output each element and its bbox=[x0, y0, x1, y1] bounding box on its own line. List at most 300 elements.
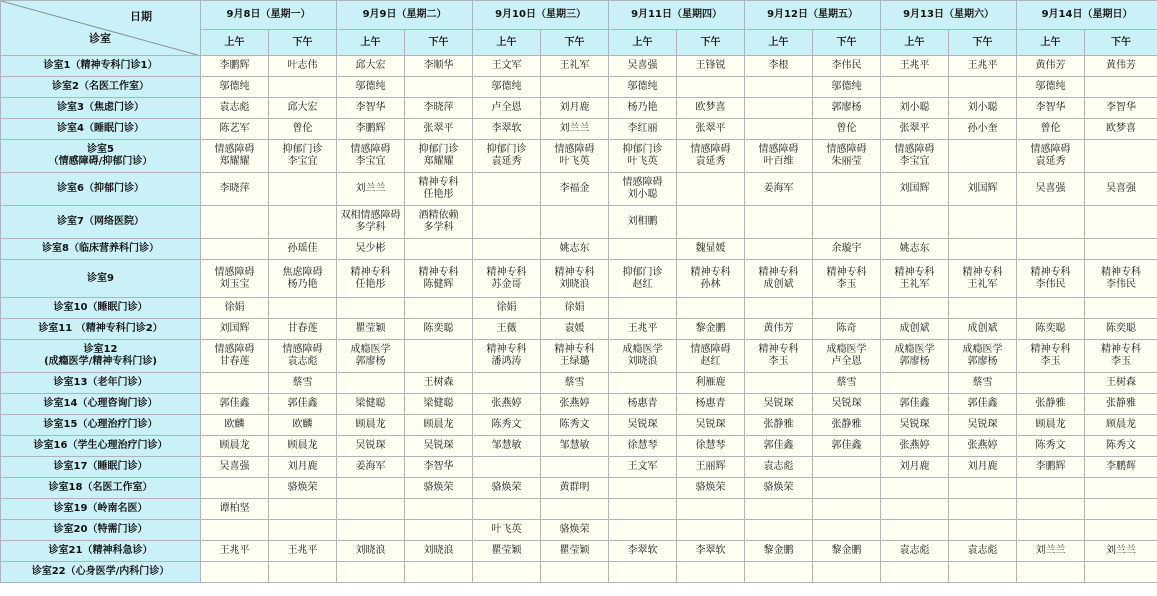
schedule-cell[interactable]: 精神专科 苏金哥 bbox=[473, 260, 541, 298]
schedule-cell[interactable]: 刘兰兰 bbox=[1017, 541, 1085, 562]
schedule-cell[interactable] bbox=[405, 562, 473, 583]
schedule-cell[interactable]: 姚志东 bbox=[881, 239, 949, 260]
schedule-cell[interactable]: 刘月鹿 bbox=[949, 457, 1017, 478]
schedule-cell[interactable] bbox=[881, 298, 949, 319]
schedule-cell[interactable] bbox=[201, 206, 269, 239]
schedule-cell[interactable]: 邬德纯 bbox=[201, 77, 269, 98]
schedule-cell[interactable]: 精神专科 潘鸿涛 bbox=[473, 340, 541, 373]
schedule-cell[interactable]: 吴锐琛 bbox=[949, 415, 1017, 436]
schedule-cell[interactable]: 黄伟芳 bbox=[1085, 56, 1157, 77]
schedule-cell[interactable] bbox=[677, 206, 745, 239]
schedule-cell[interactable] bbox=[337, 562, 405, 583]
schedule-cell[interactable] bbox=[269, 173, 337, 206]
schedule-cell[interactable] bbox=[473, 206, 541, 239]
schedule-cell[interactable] bbox=[405, 520, 473, 541]
schedule-cell[interactable]: 骆焕荣 bbox=[405, 478, 473, 499]
schedule-cell[interactable] bbox=[541, 206, 609, 239]
schedule-cell[interactable]: 成瘾医学 郭廖杨 bbox=[949, 340, 1017, 373]
schedule-cell[interactable]: 抑郁门诊 袁延秀 bbox=[473, 140, 541, 173]
schedule-cell[interactable]: 王兆平 bbox=[609, 319, 677, 340]
schedule-cell[interactable]: 郭佳鑫 bbox=[269, 394, 337, 415]
schedule-cell[interactable] bbox=[1017, 373, 1085, 394]
schedule-cell[interactable]: 徐娟 bbox=[473, 298, 541, 319]
schedule-cell[interactable]: 王文军 bbox=[609, 457, 677, 478]
schedule-cell[interactable]: 蔡雪 bbox=[541, 373, 609, 394]
schedule-cell[interactable]: 张翠平 bbox=[677, 119, 745, 140]
schedule-cell[interactable]: 李伟民 bbox=[813, 56, 881, 77]
schedule-cell[interactable]: 李翠软 bbox=[677, 541, 745, 562]
schedule-cell[interactable] bbox=[473, 173, 541, 206]
schedule-cell[interactable] bbox=[473, 499, 541, 520]
schedule-cell[interactable] bbox=[1017, 520, 1085, 541]
schedule-cell[interactable]: 成创斌 bbox=[881, 319, 949, 340]
schedule-cell[interactable] bbox=[541, 457, 609, 478]
schedule-cell[interactable] bbox=[949, 562, 1017, 583]
schedule-cell[interactable]: 刘国辉 bbox=[949, 173, 1017, 206]
schedule-cell[interactable] bbox=[745, 298, 813, 319]
schedule-cell[interactable] bbox=[269, 206, 337, 239]
schedule-cell[interactable] bbox=[1085, 206, 1157, 239]
schedule-cell[interactable]: 陈艺军 bbox=[201, 119, 269, 140]
schedule-cell[interactable]: 顾晨龙 bbox=[201, 436, 269, 457]
schedule-cell[interactable]: 欧梦喜 bbox=[677, 98, 745, 119]
schedule-cell[interactable]: 精神专科 李玉 bbox=[813, 260, 881, 298]
schedule-cell[interactable] bbox=[813, 520, 881, 541]
schedule-cell[interactable]: 刘相鹏 bbox=[609, 206, 677, 239]
schedule-cell[interactable] bbox=[1017, 478, 1085, 499]
schedule-cell[interactable]: 邬德纯 bbox=[813, 77, 881, 98]
schedule-cell[interactable]: 情感障碍 刘小聪 bbox=[609, 173, 677, 206]
schedule-cell[interactable] bbox=[405, 239, 473, 260]
schedule-cell[interactable]: 情感障碍 叶飞英 bbox=[541, 140, 609, 173]
schedule-cell[interactable] bbox=[609, 478, 677, 499]
schedule-cell[interactable] bbox=[1085, 298, 1157, 319]
schedule-cell[interactable]: 郭佳鑫 bbox=[881, 394, 949, 415]
schedule-cell[interactable]: 精神专科 李伟民 bbox=[1085, 260, 1157, 298]
schedule-cell[interactable] bbox=[949, 206, 1017, 239]
schedule-cell[interactable]: 王锋锐 bbox=[677, 56, 745, 77]
schedule-cell[interactable] bbox=[1085, 478, 1157, 499]
schedule-cell[interactable]: 顾晨龙 bbox=[337, 415, 405, 436]
schedule-cell[interactable]: 李翠软 bbox=[473, 119, 541, 140]
schedule-cell[interactable]: 情感障碍 朱丽莹 bbox=[813, 140, 881, 173]
schedule-cell[interactable] bbox=[677, 173, 745, 206]
schedule-cell[interactable] bbox=[677, 520, 745, 541]
schedule-cell[interactable]: 王兆平 bbox=[269, 541, 337, 562]
schedule-cell[interactable]: 杨惠青 bbox=[677, 394, 745, 415]
schedule-cell[interactable]: 王树森 bbox=[405, 373, 473, 394]
schedule-cell[interactable]: 顾晨龙 bbox=[405, 415, 473, 436]
schedule-cell[interactable]: 情感障碍 刘玉宝 bbox=[201, 260, 269, 298]
schedule-cell[interactable]: 郭佳鑫 bbox=[813, 436, 881, 457]
schedule-cell[interactable]: 吴锐琛 bbox=[677, 415, 745, 436]
schedule-cell[interactable]: 成瘾医学 刘晓浪 bbox=[609, 340, 677, 373]
schedule-cell[interactable]: 余璇宇 bbox=[813, 239, 881, 260]
schedule-cell[interactable]: 李智华 bbox=[405, 457, 473, 478]
schedule-cell[interactable]: 陈秀文 bbox=[473, 415, 541, 436]
schedule-cell[interactable]: 吴锐琛 bbox=[405, 436, 473, 457]
schedule-cell[interactable]: 刘小聪 bbox=[881, 98, 949, 119]
schedule-cell[interactable]: 张静雅 bbox=[745, 415, 813, 436]
schedule-cell[interactable]: 刘晓浪 bbox=[337, 541, 405, 562]
schedule-cell[interactable] bbox=[813, 478, 881, 499]
schedule-cell[interactable]: 张燕婷 bbox=[881, 436, 949, 457]
schedule-cell[interactable]: 姜海军 bbox=[337, 457, 405, 478]
schedule-cell[interactable] bbox=[949, 499, 1017, 520]
schedule-cell[interactable]: 成瘾医学 郭廖杨 bbox=[881, 340, 949, 373]
schedule-cell[interactable] bbox=[949, 140, 1017, 173]
schedule-cell[interactable] bbox=[745, 77, 813, 98]
schedule-cell[interactable] bbox=[1085, 140, 1157, 173]
schedule-cell[interactable]: 成瘾医学 郭廖杨 bbox=[337, 340, 405, 373]
schedule-cell[interactable]: 王礼军 bbox=[541, 56, 609, 77]
schedule-cell[interactable]: 抑郁门诊 李宝宜 bbox=[269, 140, 337, 173]
schedule-cell[interactable] bbox=[677, 562, 745, 583]
schedule-cell[interactable] bbox=[473, 562, 541, 583]
schedule-cell[interactable] bbox=[1017, 298, 1085, 319]
schedule-cell[interactable]: 骆焕荣 bbox=[269, 478, 337, 499]
schedule-cell[interactable]: 李智华 bbox=[337, 98, 405, 119]
schedule-cell[interactable]: 孙瑶佳 bbox=[269, 239, 337, 260]
schedule-cell[interactable] bbox=[745, 239, 813, 260]
schedule-cell[interactable] bbox=[609, 373, 677, 394]
schedule-cell[interactable]: 精神专科 李伟民 bbox=[1017, 260, 1085, 298]
schedule-cell[interactable]: 王兆平 bbox=[201, 541, 269, 562]
schedule-cell[interactable] bbox=[337, 499, 405, 520]
schedule-cell[interactable] bbox=[201, 373, 269, 394]
schedule-cell[interactable]: 精神专科 陈健辉 bbox=[405, 260, 473, 298]
schedule-cell[interactable] bbox=[269, 520, 337, 541]
schedule-cell[interactable]: 孙小奎 bbox=[949, 119, 1017, 140]
schedule-cell[interactable]: 甘春莲 bbox=[269, 319, 337, 340]
schedule-cell[interactable]: 张翠平 bbox=[405, 119, 473, 140]
schedule-cell[interactable]: 郭佳鑫 bbox=[745, 436, 813, 457]
schedule-cell[interactable]: 黎金鹏 bbox=[745, 541, 813, 562]
schedule-cell[interactable]: 袁志彪 bbox=[745, 457, 813, 478]
schedule-cell[interactable]: 顾晨龙 bbox=[1017, 415, 1085, 436]
schedule-cell[interactable]: 徐娟 bbox=[541, 298, 609, 319]
schedule-cell[interactable]: 郭佳鑫 bbox=[949, 394, 1017, 415]
schedule-cell[interactable]: 黎金鹏 bbox=[813, 541, 881, 562]
schedule-cell[interactable]: 陈奕聪 bbox=[405, 319, 473, 340]
schedule-cell[interactable]: 王薇 bbox=[473, 319, 541, 340]
schedule-cell[interactable]: 杨乃艳 bbox=[609, 98, 677, 119]
schedule-cell[interactable]: 精神专科 孙林 bbox=[677, 260, 745, 298]
schedule-cell[interactable] bbox=[1085, 520, 1157, 541]
schedule-cell[interactable]: 杨惠青 bbox=[609, 394, 677, 415]
schedule-cell[interactable] bbox=[1017, 562, 1085, 583]
schedule-cell[interactable] bbox=[949, 520, 1017, 541]
schedule-cell[interactable]: 精神专科 李玉 bbox=[745, 340, 813, 373]
schedule-cell[interactable]: 情感障碍 甘春莲 bbox=[201, 340, 269, 373]
schedule-cell[interactable] bbox=[1085, 499, 1157, 520]
schedule-cell[interactable]: 徐慧琴 bbox=[677, 436, 745, 457]
schedule-cell[interactable] bbox=[541, 499, 609, 520]
schedule-cell[interactable]: 王丽辉 bbox=[677, 457, 745, 478]
schedule-cell[interactable]: 欧麟 bbox=[201, 415, 269, 436]
schedule-cell[interactable] bbox=[269, 298, 337, 319]
schedule-cell[interactable]: 李鹏辉 bbox=[1085, 457, 1157, 478]
schedule-cell[interactable]: 瞿莹颖 bbox=[541, 541, 609, 562]
schedule-cell[interactable]: 袁志彪 bbox=[201, 98, 269, 119]
schedule-cell[interactable]: 情感障碍 叶百维 bbox=[745, 140, 813, 173]
schedule-cell[interactable]: 邬德纯 bbox=[473, 77, 541, 98]
schedule-cell[interactable] bbox=[813, 499, 881, 520]
schedule-cell[interactable] bbox=[201, 520, 269, 541]
schedule-cell[interactable]: 陈秀文 bbox=[1085, 436, 1157, 457]
schedule-cell[interactable] bbox=[269, 562, 337, 583]
schedule-cell[interactable]: 蔡雪 bbox=[813, 373, 881, 394]
schedule-cell[interactable]: 精神专科 成创斌 bbox=[745, 260, 813, 298]
schedule-cell[interactable]: 吴喜强 bbox=[609, 56, 677, 77]
schedule-cell[interactable]: 精神专科 王绿璐 bbox=[541, 340, 609, 373]
schedule-cell[interactable]: 骆焕荣 bbox=[473, 478, 541, 499]
schedule-cell[interactable]: 张静雅 bbox=[813, 415, 881, 436]
schedule-cell[interactable]: 郭佳鑫 bbox=[201, 394, 269, 415]
schedule-cell[interactable]: 梁健聪 bbox=[405, 394, 473, 415]
schedule-cell[interactable]: 情感障碍 袁延秀 bbox=[1017, 140, 1085, 173]
schedule-cell[interactable] bbox=[541, 562, 609, 583]
schedule-cell[interactable]: 曾伦 bbox=[813, 119, 881, 140]
schedule-cell[interactable]: 邱大宏 bbox=[269, 98, 337, 119]
schedule-cell[interactable]: 瞿莹颖 bbox=[473, 541, 541, 562]
schedule-cell[interactable]: 刘晓浪 bbox=[405, 541, 473, 562]
schedule-cell[interactable]: 刘国辉 bbox=[881, 173, 949, 206]
schedule-cell[interactable]: 黄伟芳 bbox=[745, 319, 813, 340]
schedule-cell[interactable]: 邬德纯 bbox=[609, 77, 677, 98]
schedule-cell[interactable]: 蔡雪 bbox=[949, 373, 1017, 394]
schedule-cell[interactable]: 姚志东 bbox=[541, 239, 609, 260]
schedule-cell[interactable]: 刘月鹿 bbox=[541, 98, 609, 119]
schedule-cell[interactable] bbox=[745, 98, 813, 119]
schedule-cell[interactable]: 李顺华 bbox=[405, 56, 473, 77]
schedule-cell[interactable]: 袁媛 bbox=[541, 319, 609, 340]
schedule-cell[interactable]: 顾晨龙 bbox=[269, 436, 337, 457]
schedule-cell[interactable]: 邹慧敏 bbox=[541, 436, 609, 457]
schedule-cell[interactable]: 刘小聪 bbox=[949, 98, 1017, 119]
schedule-cell[interactable]: 李智华 bbox=[1017, 98, 1085, 119]
schedule-cell[interactable]: 刘国辉 bbox=[201, 319, 269, 340]
schedule-cell[interactable] bbox=[813, 206, 881, 239]
schedule-cell[interactable]: 徐娟 bbox=[201, 298, 269, 319]
schedule-cell[interactable] bbox=[269, 499, 337, 520]
schedule-cell[interactable]: 情感障碍 李宝宜 bbox=[881, 140, 949, 173]
schedule-cell[interactable] bbox=[1017, 499, 1085, 520]
schedule-cell[interactable]: 精神专科 李玉 bbox=[1085, 340, 1157, 373]
schedule-cell[interactable]: 精神专科 刘晓浪 bbox=[541, 260, 609, 298]
schedule-cell[interactable] bbox=[405, 298, 473, 319]
schedule-cell[interactable] bbox=[949, 298, 1017, 319]
schedule-cell[interactable]: 情感障碍 袁志彪 bbox=[269, 340, 337, 373]
schedule-cell[interactable]: 李晓萍 bbox=[201, 173, 269, 206]
schedule-cell[interactable]: 郭廖杨 bbox=[813, 98, 881, 119]
schedule-cell[interactable] bbox=[201, 478, 269, 499]
schedule-cell[interactable]: 王兆平 bbox=[949, 56, 1017, 77]
schedule-cell[interactable]: 吴喜强 bbox=[1085, 173, 1157, 206]
schedule-cell[interactable]: 张燕婷 bbox=[949, 436, 1017, 457]
schedule-cell[interactable]: 精神专科 王礼军 bbox=[949, 260, 1017, 298]
schedule-cell[interactable] bbox=[609, 520, 677, 541]
schedule-cell[interactable]: 情感障碍 李宝宜 bbox=[337, 140, 405, 173]
schedule-cell[interactable]: 陈奕聪 bbox=[1085, 319, 1157, 340]
schedule-cell[interactable]: 顾晨龙 bbox=[1085, 415, 1157, 436]
schedule-cell[interactable] bbox=[609, 499, 677, 520]
schedule-cell[interactable] bbox=[949, 77, 1017, 98]
schedule-cell[interactable]: 吴锐琛 bbox=[609, 415, 677, 436]
schedule-cell[interactable]: 王兆平 bbox=[881, 56, 949, 77]
schedule-cell[interactable]: 刘月鹿 bbox=[881, 457, 949, 478]
schedule-cell[interactable]: 邬德纯 bbox=[1017, 77, 1085, 98]
schedule-cell[interactable] bbox=[1085, 77, 1157, 98]
schedule-cell[interactable]: 张燕婷 bbox=[541, 394, 609, 415]
schedule-cell[interactable] bbox=[1017, 206, 1085, 239]
schedule-cell[interactable]: 袁志彪 bbox=[949, 541, 1017, 562]
schedule-cell[interactable] bbox=[337, 478, 405, 499]
schedule-cell[interactable]: 陈秀文 bbox=[1017, 436, 1085, 457]
schedule-cell[interactable]: 曾伦 bbox=[1017, 119, 1085, 140]
schedule-cell[interactable]: 李红丽 bbox=[609, 119, 677, 140]
schedule-cell[interactable]: 张翠平 bbox=[881, 119, 949, 140]
schedule-cell[interactable]: 利雁鹿 bbox=[677, 373, 745, 394]
schedule-cell[interactable]: 李福金 bbox=[541, 173, 609, 206]
schedule-cell[interactable] bbox=[745, 499, 813, 520]
schedule-cell[interactable] bbox=[813, 562, 881, 583]
schedule-cell[interactable]: 精神专科 李玉 bbox=[1017, 340, 1085, 373]
schedule-cell[interactable]: 邱大宏 bbox=[337, 56, 405, 77]
schedule-cell[interactable] bbox=[813, 173, 881, 206]
schedule-cell[interactable]: 谭柏坚 bbox=[201, 499, 269, 520]
schedule-cell[interactable]: 情感障碍 郑耀耀 bbox=[201, 140, 269, 173]
schedule-cell[interactable]: 刘月鹿 bbox=[269, 457, 337, 478]
schedule-cell[interactable] bbox=[881, 478, 949, 499]
schedule-cell[interactable] bbox=[269, 77, 337, 98]
schedule-cell[interactable] bbox=[405, 77, 473, 98]
schedule-cell[interactable]: 吴喜强 bbox=[1017, 173, 1085, 206]
schedule-cell[interactable]: 魏显媛 bbox=[677, 239, 745, 260]
schedule-cell[interactable]: 徐慧琴 bbox=[609, 436, 677, 457]
schedule-cell[interactable]: 刘兰兰 bbox=[337, 173, 405, 206]
schedule-cell[interactable]: 李翠软 bbox=[609, 541, 677, 562]
schedule-cell[interactable]: 叶飞英 bbox=[473, 520, 541, 541]
schedule-cell[interactable] bbox=[881, 562, 949, 583]
schedule-cell[interactable] bbox=[337, 520, 405, 541]
schedule-cell[interactable]: 吴少彬 bbox=[337, 239, 405, 260]
schedule-cell[interactable]: 李鹏辉 bbox=[1017, 457, 1085, 478]
schedule-cell[interactable]: 酒精依赖 多学科 bbox=[405, 206, 473, 239]
schedule-cell[interactable] bbox=[745, 520, 813, 541]
schedule-cell[interactable] bbox=[745, 562, 813, 583]
schedule-cell[interactable]: 卢全恩 bbox=[473, 98, 541, 119]
schedule-cell[interactable]: 李根 bbox=[745, 56, 813, 77]
schedule-cell[interactable]: 张燕婷 bbox=[473, 394, 541, 415]
schedule-cell[interactable] bbox=[541, 77, 609, 98]
schedule-cell[interactable] bbox=[677, 298, 745, 319]
schedule-cell[interactable] bbox=[405, 340, 473, 373]
schedule-cell[interactable] bbox=[881, 206, 949, 239]
schedule-cell[interactable] bbox=[201, 562, 269, 583]
schedule-cell[interactable]: 精神专科 王礼军 bbox=[881, 260, 949, 298]
schedule-cell[interactable]: 双相情感障碍 多学科 bbox=[337, 206, 405, 239]
schedule-cell[interactable]: 成创斌 bbox=[949, 319, 1017, 340]
schedule-cell[interactable] bbox=[609, 562, 677, 583]
schedule-cell[interactable]: 吴锐琛 bbox=[337, 436, 405, 457]
schedule-cell[interactable]: 黎金鹏 bbox=[677, 319, 745, 340]
schedule-cell[interactable]: 情感障碍 赵红 bbox=[677, 340, 745, 373]
schedule-cell[interactable]: 李智华 bbox=[1085, 98, 1157, 119]
schedule-cell[interactable]: 陈奇 bbox=[813, 319, 881, 340]
schedule-cell[interactable] bbox=[337, 373, 405, 394]
schedule-cell[interactable]: 欧麟 bbox=[269, 415, 337, 436]
schedule-cell[interactable]: 陈秀文 bbox=[541, 415, 609, 436]
schedule-cell[interactable] bbox=[745, 206, 813, 239]
schedule-cell[interactable]: 曾伦 bbox=[269, 119, 337, 140]
schedule-cell[interactable] bbox=[881, 520, 949, 541]
schedule-cell[interactable] bbox=[881, 499, 949, 520]
schedule-cell[interactable]: 姜海军 bbox=[745, 173, 813, 206]
schedule-cell[interactable] bbox=[949, 239, 1017, 260]
schedule-cell[interactable]: 抑郁门诊 叶飞英 bbox=[609, 140, 677, 173]
schedule-cell[interactable]: 骆焕荣 bbox=[677, 478, 745, 499]
schedule-cell[interactable]: 刘兰兰 bbox=[1085, 541, 1157, 562]
schedule-cell[interactable]: 袁志彪 bbox=[881, 541, 949, 562]
schedule-cell[interactable] bbox=[337, 298, 405, 319]
schedule-cell[interactable]: 张静雅 bbox=[1017, 394, 1085, 415]
schedule-cell[interactable]: 刘兰兰 bbox=[541, 119, 609, 140]
schedule-cell[interactable] bbox=[473, 239, 541, 260]
schedule-cell[interactable]: 张静雅 bbox=[1085, 394, 1157, 415]
schedule-cell[interactable]: 邬德纯 bbox=[337, 77, 405, 98]
schedule-cell[interactable] bbox=[609, 298, 677, 319]
schedule-cell[interactable]: 陈奕聪 bbox=[1017, 319, 1085, 340]
schedule-cell[interactable] bbox=[1017, 239, 1085, 260]
schedule-cell[interactable]: 叶志伟 bbox=[269, 56, 337, 77]
schedule-cell[interactable]: 李鹏辉 bbox=[337, 119, 405, 140]
schedule-cell[interactable]: 骆焕荣 bbox=[745, 478, 813, 499]
schedule-cell[interactable] bbox=[881, 373, 949, 394]
schedule-cell[interactable]: 王树森 bbox=[1085, 373, 1157, 394]
schedule-cell[interactable] bbox=[813, 457, 881, 478]
schedule-cell[interactable] bbox=[677, 499, 745, 520]
schedule-cell[interactable]: 骆焕荣 bbox=[541, 520, 609, 541]
schedule-cell[interactable] bbox=[473, 457, 541, 478]
schedule-cell[interactable]: 情感障碍 袁延秀 bbox=[677, 140, 745, 173]
schedule-cell[interactable] bbox=[949, 478, 1017, 499]
schedule-cell[interactable]: 蔡雪 bbox=[269, 373, 337, 394]
schedule-cell[interactable] bbox=[405, 499, 473, 520]
schedule-cell[interactable]: 邹慧敏 bbox=[473, 436, 541, 457]
schedule-cell[interactable]: 瞿莹颖 bbox=[337, 319, 405, 340]
schedule-cell[interactable]: 精神专科 任艳彤 bbox=[337, 260, 405, 298]
schedule-cell[interactable]: 欧梦喜 bbox=[1085, 119, 1157, 140]
schedule-cell[interactable]: 吴锐琛 bbox=[813, 394, 881, 415]
schedule-cell[interactable]: 吴喜强 bbox=[201, 457, 269, 478]
schedule-cell[interactable]: 成瘾医学 卢全恩 bbox=[813, 340, 881, 373]
schedule-cell[interactable] bbox=[745, 119, 813, 140]
schedule-cell[interactable]: 李鹏辉 bbox=[201, 56, 269, 77]
schedule-cell[interactable] bbox=[881, 77, 949, 98]
schedule-cell[interactable]: 焦虑障碍 杨乃艳 bbox=[269, 260, 337, 298]
schedule-cell[interactable] bbox=[677, 77, 745, 98]
schedule-cell[interactable] bbox=[1085, 239, 1157, 260]
schedule-cell[interactable]: 梁健聪 bbox=[337, 394, 405, 415]
schedule-cell[interactable] bbox=[201, 239, 269, 260]
schedule-cell[interactable] bbox=[745, 373, 813, 394]
schedule-cell[interactable] bbox=[813, 298, 881, 319]
schedule-cell[interactable] bbox=[1085, 562, 1157, 583]
schedule-cell[interactable]: 王文军 bbox=[473, 56, 541, 77]
schedule-cell[interactable]: 抑郁门诊 赵红 bbox=[609, 260, 677, 298]
schedule-cell[interactable]: 吴锐琛 bbox=[881, 415, 949, 436]
